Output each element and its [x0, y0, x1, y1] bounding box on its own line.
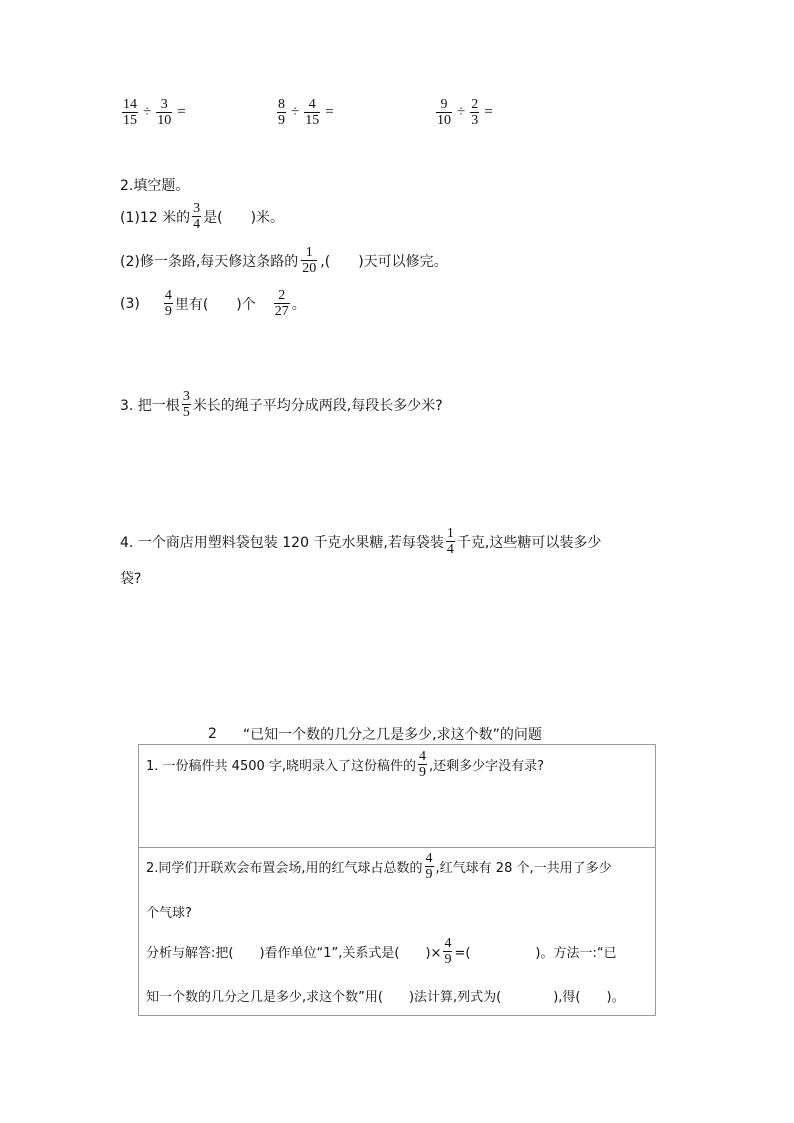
- fill-question-3: (3) $\frac{4}{9}$ 里有( )个 $\frac{2}{27}$ 。: [120, 288, 306, 319]
- fraction: $\frac{2}{27}$: [274, 288, 289, 319]
- divide-sign: ÷: [291, 104, 300, 120]
- table-divider: [139, 847, 655, 848]
- fraction: $\frac{4}{15}$: [305, 97, 320, 128]
- fraction: $\frac{3}{10}$: [157, 97, 172, 128]
- box-problem-2: 2.同学们开联欢会布置会场,用的红气球占总数的 $\frac{4}{9}$ ,红气球有 28 个,一共用了多少: [146, 851, 612, 882]
- division-problem-3: [434, 97, 496, 128]
- fraction: $\frac{9}{10}$: [437, 97, 451, 128]
- box-problem-2-line2: 个气球?: [146, 906, 192, 921]
- fill-question-2: (2)修一条路,每天修这条路的 $\frac{1}{20}$ ,( )天可以修完。: [120, 245, 448, 276]
- fraction: $\frac{4}{9}$: [164, 288, 172, 319]
- fraction: $\frac{1}{4}$: [446, 526, 454, 557]
- fraction: $\frac{4}{9}$: [419, 749, 427, 780]
- equals-sign: =: [177, 104, 186, 120]
- box-problem-2-analysis: 分析与解答:把( )看作单位“1”,关系式是( )× $\frac{4}{9}$ =( )。方法一:“已: [146, 936, 617, 967]
- section-2-title: 2.填空题。: [120, 178, 190, 194]
- fraction: $\frac{4}{9}$: [444, 936, 452, 967]
- word-problem-4: 4. 一个商店用塑料袋包装 120 千克水果糖,若每袋装 $\frac{1}{4}$ 千克,这些糖可以装多少: [120, 526, 602, 557]
- box-problem-2-line4: 知一个数的几分之几是多少,求这个数”用( )法计算,列式为( ),得( )。: [146, 990, 625, 1005]
- equals-sign: =: [484, 104, 493, 120]
- fraction: $\frac{8}{9}$: [278, 97, 285, 128]
- fill-question-1: (1)12 米的 $\frac{3}{4}$ 是( )米。: [120, 201, 285, 232]
- box-problem-1: 1. 一份稿件共 4500 字,晓明录入了这份稿件的 $\frac{4}{9}$ ,还剩多少字没有录?: [146, 749, 545, 780]
- fraction: $\frac{2}{3}$: [471, 97, 479, 128]
- divide-sign: ÷: [457, 104, 466, 120]
- fraction: $\frac{3}{5}$: [182, 389, 190, 420]
- fraction: $\frac{1}{20}$: [302, 245, 317, 276]
- word-problem-4-line2: 袋?: [120, 571, 142, 587]
- division-problem-1: [120, 97, 189, 128]
- fraction: $\frac{4}{9}$: [425, 851, 433, 882]
- fraction: $\frac{3}{4}$: [193, 201, 201, 232]
- fraction: $\frac{14}{15}$: [123, 97, 137, 128]
- equals-sign: =: [325, 104, 334, 120]
- division-problem-2: [275, 97, 337, 128]
- divide-sign: ÷: [143, 104, 152, 120]
- part-2-heading: 2 “已知一个数的几分之几是多少,求这个数”的问题: [208, 726, 542, 743]
- word-problem-3: 3. 把一根 $\frac{3}{5}$ 米长的绳子平均分成两段,每段长多少米?: [120, 389, 443, 420]
